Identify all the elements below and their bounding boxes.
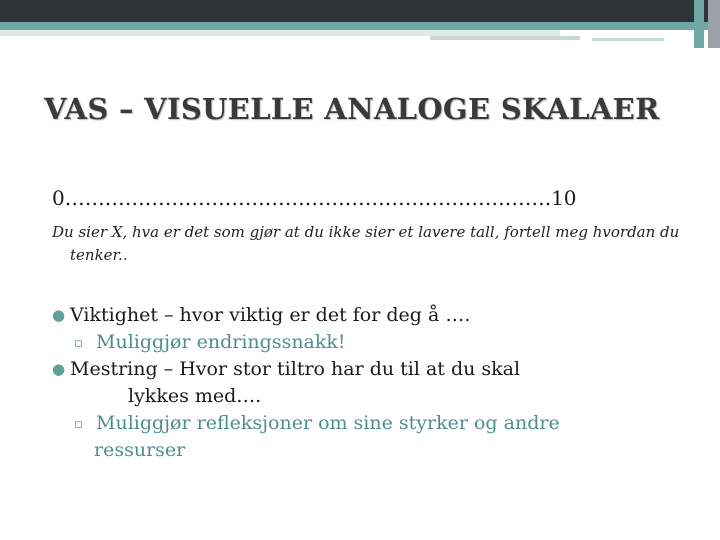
corner-accent-teal [694,0,704,48]
sub-bullet-item [52,329,672,356]
top-teal-bar [0,22,720,30]
sub-bullet-text-block [96,412,672,464]
decorative-thin-bar [430,36,580,40]
bullet-text-continuation: lykkes med…. [128,385,262,407]
sub-bullet-text: Muliggjør endringssnakk! [96,331,346,353]
bullet-item-viktighet [52,302,672,329]
scale-line: 0……………………………………………………………….10 [52,186,577,210]
sub-bullet-text-continuation: ressurser [94,439,186,461]
bullet-item-mestring [52,356,672,410]
question-text: Du sier X, hva er det som gjør at du ikke sier et lavere tall, fortell meg hvordan du tenker.. [52,223,680,264]
square-sub-bullet-icon: ▫ [74,417,83,432]
square-sub-bullet-icon: ▫ [74,336,83,351]
round-bullet-icon: ● [52,360,66,378]
decorative-thin-bar-short [592,38,664,41]
bullet-text: Mestring – Hvor stor tiltro har du til at du skal [70,358,521,380]
corner-accent-gray [708,0,720,48]
round-bullet-icon: ● [52,306,66,324]
bullet-list [52,302,672,464]
bullet-text: Viktighet – hvor viktig er det for deg å …. [70,304,471,326]
sub-bullet-item [52,410,672,464]
slide-title: VAS – VISUELLE ANALOGE SKALAER [44,92,660,126]
top-dark-bar [0,0,720,22]
bullet-text-block [70,358,672,410]
sub-bullet-text: Muliggjør refleksjoner om sine styrker og andre [96,412,560,434]
